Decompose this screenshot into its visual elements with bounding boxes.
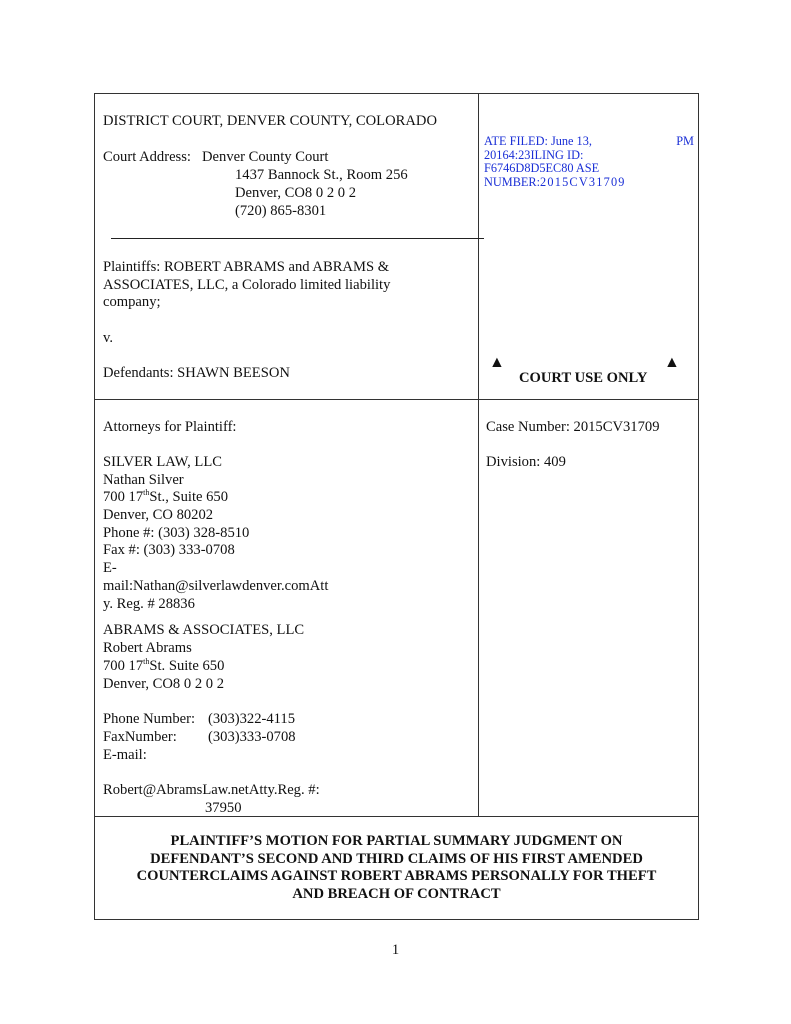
division: Division: 409 [486,454,566,470]
stamp-line-1: ATE FILED: June 13, [484,134,592,148]
firm2-fax-label: FaxNumber: [103,729,177,745]
defendants: Defendants: SHAWN BEESON [103,365,290,381]
court-address-line-2: 1437 Bannock St., Room 256 [235,167,408,183]
firm2-email: Robert@AbramsLaw.netAtty.Reg. #: [103,782,320,798]
firm1-email-1: E- [103,560,117,576]
firm1-street [103,489,228,507]
court-name: DISTRICT COURT, DENVER COUNTY, COLORADO [103,113,437,129]
caption-table [94,93,699,920]
section-divider-2 [95,816,698,817]
attorneys-heading: Attorneys for Plaintiff: [103,419,237,435]
stamp-line-3: F6746D8D5EC80 ASE [484,161,600,176]
court-party-separator [111,238,484,239]
firm2-fax-value: (303)333-0708 [208,729,296,745]
firm1-name: SILVER LAW, LLC [103,454,222,470]
firm2-street-sup: th [143,657,150,667]
firm1-fax: Fax #: (303) 333-0708 [103,542,235,558]
section-divider-1 [95,399,698,400]
case-number: Case Number: 2015CV31709 [486,419,660,435]
plaintiffs: Plaintiffs: ROBERT ABRAMS and ABRAMS & ASSOCIATES, LLC, a Colorado limited liability company; [103,259,391,311]
court-phone: (720) 865-8301 [235,203,327,219]
court-use-only: COURT USE ONLY [519,370,648,386]
filing-stamp [484,135,694,189]
stamp-line-4 [484,176,694,190]
firm1-street-sup: th [143,488,150,498]
stamp-case-number: 2015CV31709 [540,174,626,189]
triangle-right-icon: ▲ [664,354,680,371]
firm1-city: Denver, CO 80202 [103,507,214,523]
firm2-reg-number: 37950 [205,800,242,816]
firm2-name: ABRAMS & ASSOCIATES, LLC [103,622,305,638]
firm1-street-rest: St., Suite 650 [149,489,229,505]
firm2-phone-value: (303)322-4115 [208,711,296,727]
firm2-email-label: E-mail: [103,747,147,763]
stamp-pm: PM [676,134,694,148]
triangle-left-icon: ▲ [489,354,505,371]
firm2-city: Denver, CO8 0 2 0 2 [103,676,225,692]
page-number: 1 [391,942,400,958]
firm1-phone: Phone #: (303) 328-8510 [103,525,250,541]
firm2-street [103,658,224,676]
stamp-number-label: NUMBER: [484,174,541,189]
title-line-1: PLAINTIFF’S MOTION FOR PARTIAL SUMMARY JUDGMENT ON [170,833,623,849]
court-address-line-3: Denver, CO8 0 2 0 2 [235,185,357,201]
title-line-3: COUNTERCLAIMS AGAINST ROBERT ABRAMS PERSONALLY FOR THEFT [136,868,657,885]
firm1-reg: y. Reg. # 28836 [103,596,195,612]
firm1-email-2: mail:Nathan@silverlawdenver.comAtt [103,578,329,594]
firm2-phone-label: Phone Number: [103,711,196,727]
column-divider [478,94,479,816]
firm2-street-rest: St. Suite 650 [149,658,225,674]
firm2-street-number: 700 17 [103,658,144,674]
title-line-4: AND BREACH OF CONTRACT [292,885,501,902]
firm1-street-number: 700 17 [103,489,144,505]
firm2-attorney: Robert Abrams [103,640,192,656]
versus: v. [103,330,113,346]
document-title [95,833,698,903]
title-line-2: DEFENDANT’S SECOND AND THIRD CLAIMS OF HIS FIRST AMENDED [150,850,643,867]
court-address-line-1: Denver County Court [202,149,329,165]
firm1-attorney: Nathan Silver [103,472,184,488]
court-address-label: Court Address: [103,149,191,165]
stamp-line-2: 20164:23ILING ID: [484,147,584,162]
